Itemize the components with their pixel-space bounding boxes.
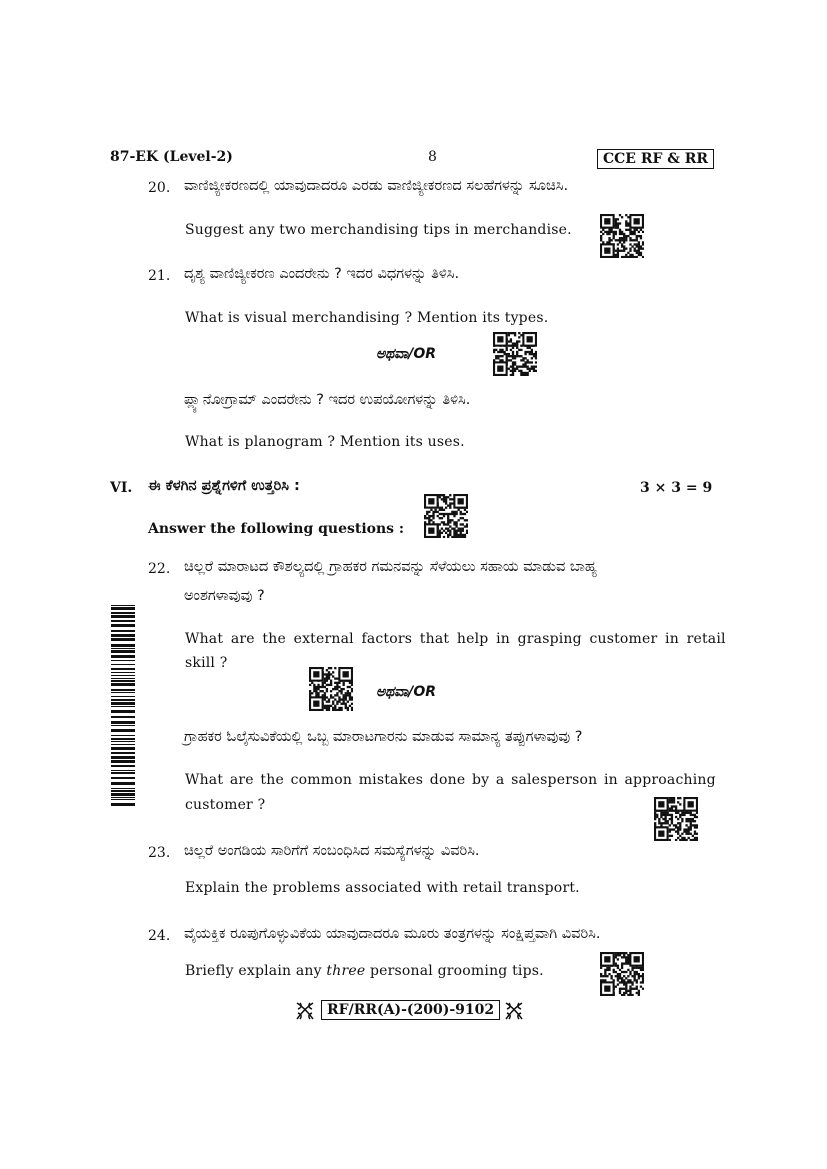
qr-code-icon [309,667,353,711]
qr-code-icon [424,494,468,538]
alternative-question-kannada: ಪ್ಲ್ಯಾನೋಗ್ರಾಮ್ ಎಂದರೇನು ? ಇದರ ಉಪಯೋಗಳನ್ನು ತಿಳಿಸಿ. [184,392,471,408]
barcode-icon [111,605,135,811]
question-number: 20. [148,180,171,196]
series-badge: CCE RF & RR [597,149,714,169]
qr-code-icon [600,952,644,996]
question-text-kannada-line2: ಅಂಶಗಳಾವುವು ? [184,588,265,604]
question-text-english: Briefly explain any three personal grooming tips. [185,963,544,979]
or-label: ಅಥವಾ/OR [376,346,436,362]
page-number: 8 [428,149,437,165]
paper-code: 87-EK (Level-2) [110,149,233,165]
footer-code: RF/RR(A)-(200)-9102 [321,1000,500,1020]
emphasis-text: three [326,963,366,979]
question-number: 21. [148,268,171,284]
question-text-english-line2: skill ? [185,655,228,671]
question-text-kannada: ದೃಶ್ಯ ವಾಣಿಜ್ಯೀಕರಣ ಎಂದರೇನು ? ಇದರ ವಿಧಗಳನ್ನು ತಿಳಿಸಿ. [184,266,460,282]
qr-code-icon [600,214,644,258]
question-text-english: Suggest any two merchandising tips in merchandise. [185,222,572,238]
question-text-kannada: ಚಿಲ್ಲರೆ ಅಂಗಡಿಯ ಸಾರಿಗೆಗೆ ಸಂಬಂಧಿಸಿದ ಸಮಸ್ಯೆಗಳನ್ನು ವಿವರಿಸಿ. [184,843,480,859]
question-text-kannada-line1: ಚಿಲ್ಲರೆ ಮಾರಾಟದ ಕೌಶಲ್ಯದಲ್ಲಿ ಗ್ರಾಹಕರ ಗಮನವನ್ನು ಸೆಳೆಯಲು ಸಹಾಯ ಮಾಡುವ ಬಾಹ್ಯ [184,559,597,575]
question-text-english: What is visual merchandising ? Mention its types. [185,310,549,326]
question-text-english-line1: What are the external factors that help in grasping customer in retail [185,631,726,647]
question-number: 24. [148,928,171,944]
question-number: 23. [148,845,171,861]
section-heading-kannada: ಈ ಕೆಳಗಿನ ಪ್ರಶ್ನೆಗಳಿಗೆ ಉತ್ತರಿಸಿ : [148,478,300,494]
qr-code-icon [493,332,537,376]
alternative-question-kannada: ಗ್ರಾಹಕರ ಓಲೈಸುವಿಕೆಯಲ್ಲಿ ಒಬ್ಬ ಮಾರಾಟಗಾರನು ಮಾಡುವ ಸಾಮಾನ್ಯ ತಪ್ಪುಗಳಾವುವು ? [184,729,583,745]
question-text-kannada: ವಾಣಿಜ್ಯೀಕರಣದಲ್ಲಿ ಯಾವುದಾದರೂ ಎರಡು ವಾಣಿಜ್ಯೀಕರಣದ ಸಲಹೆಗಳನ್ನು ಸೂಚಿಸಿ. [184,178,569,194]
ornament-icon [503,1000,525,1026]
question-number: 22. [148,561,171,577]
question-text-english: Explain the problems associated with retail transport. [185,880,580,896]
alternative-question-english-line1: What are the common mistakes done by a salesperson in approaching [185,772,716,788]
question-text-kannada: ವೈಯಕ್ತಿಕ ರೂಪುಗೊಳ್ಳುವಿಕೆಯ ಯಾವುದಾದರೂ ಮೂರು ತಂತ್ರಗಳನ್ನು ಸಂಕ್ಷಿಪ್ತವಾಗಿ ವಿವರಿಸಿ. [184,926,601,942]
qr-code-icon [654,797,698,841]
or-label: ಅಥವಾ/OR [376,684,436,700]
section-heading-english: Answer the following questions : [148,521,405,537]
ornament-icon [294,1000,316,1026]
section-number: VI. [110,480,133,496]
section-marks: 3 × 3 = 9 [640,480,713,496]
alternative-question-english: What is planogram ? Mention its uses. [185,434,465,450]
alternative-question-english-line2: customer ? [185,797,266,813]
